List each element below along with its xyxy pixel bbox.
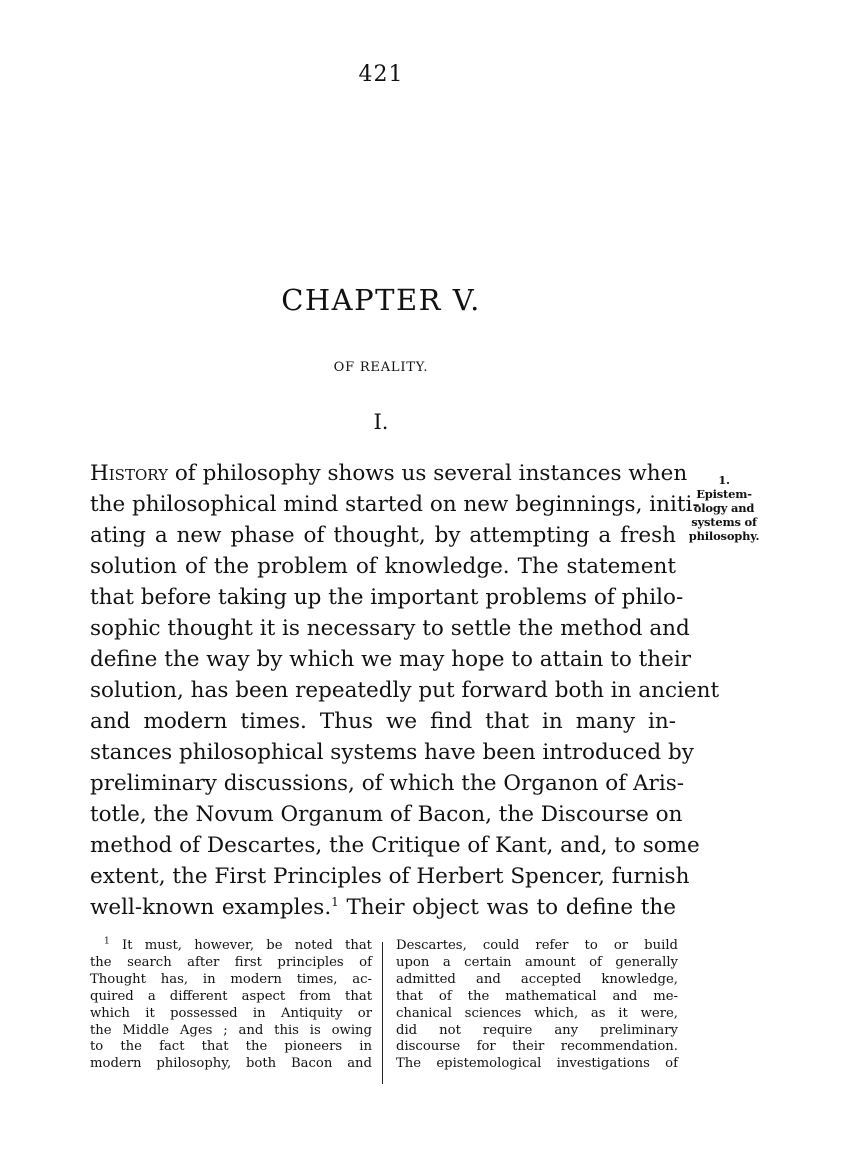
footnote-line: admitted and accepted knowledge,	[396, 971, 678, 987]
body-line: the philosophical mind started on new beginnings, initi-	[90, 492, 700, 517]
footnote-column-divider	[382, 942, 383, 1084]
footnote-line: the search after first principles of	[90, 954, 372, 970]
body-line: well-known examples.$^1$ Their object was to define the	[90, 894, 676, 920]
body-line: and modern times. Thus we find that in many in-	[90, 709, 676, 734]
footnote-block	[90, 938, 676, 1084]
footnote-line: quired a different aspect from that	[90, 988, 372, 1004]
footnote-line: did not require any preliminary	[396, 1022, 678, 1038]
body-line: extent, the First Principles of Herbert Spencer, furnish	[90, 864, 690, 889]
section-numeral: I.	[373, 410, 389, 434]
marginal-note-line: philosophy.	[688, 529, 760, 543]
footnote-line: which it possessed in Antiquity or	[90, 1005, 372, 1021]
marginal-note-line: Epistem-	[696, 487, 752, 501]
footnote-line: Descartes, could refer to or build	[396, 938, 678, 953]
footnote-marker: 1	[104, 936, 110, 947]
chapter-subtitle: OF REALITY.	[333, 360, 429, 375]
footnote-line: Thought has, in modern times, ac-	[90, 971, 372, 987]
footnote-line: $^1$ It must, however, be noted that	[104, 936, 372, 953]
footnote-line: that of the mathematical and me-	[396, 988, 678, 1004]
footnote-line: modern philosophy, both Bacon and	[90, 1056, 372, 1072]
marginal-note	[684, 473, 764, 543]
page-number: 421	[358, 62, 404, 87]
marginal-note-line: systems of	[691, 515, 757, 529]
opening-word: History	[90, 461, 168, 486]
footnote-line: to the fact that the pioneers in	[90, 1039, 372, 1055]
body-line: define the way by which we may hope to attain to their	[90, 647, 692, 672]
body-line: that before taking up the important problems of philo-	[90, 585, 684, 610]
footnote-line: upon a certain amount of generally	[396, 954, 678, 970]
body-paragraph	[90, 458, 720, 923]
footnote-reference: 1	[331, 894, 339, 909]
footnote-line: The epistemological investigations of	[396, 1056, 678, 1072]
body-line: solution of the problem of knowledge. The statement	[90, 554, 676, 579]
footnote-right-column	[396, 938, 678, 1073]
body-line: preliminary discussions, of which the Organon of Aris-	[90, 771, 685, 796]
body-line: solution, has been repeatedly put forward both in ancient	[90, 678, 720, 703]
body-line: totle, the Novum Organum of Bacon, the Discourse on	[90, 802, 683, 827]
body-line: stances philosophical systems have been introduced by	[90, 740, 694, 765]
body-line: method of Descartes, the Critique of Kant, and, to some	[90, 833, 700, 858]
chapter-title: CHAPTER V.	[281, 283, 481, 317]
footnote-left-column	[90, 938, 372, 1073]
body-line: sophic thought it is necessary to settle the method and	[90, 616, 690, 641]
marginal-note-line: ology and	[693, 501, 755, 515]
body-line: ating a new phase of thought, by attempting a fresh	[90, 523, 676, 548]
marginal-note-line: 1.	[718, 473, 730, 487]
body-line: History of philosophy shows us several instances when	[90, 461, 688, 486]
footnote-line: discourse for their recommendation.	[396, 1039, 678, 1055]
footnote-line: chanical sciences which, as it were,	[396, 1005, 678, 1021]
footnote-line: the Middle Ages ; and this is owing	[90, 1022, 372, 1038]
